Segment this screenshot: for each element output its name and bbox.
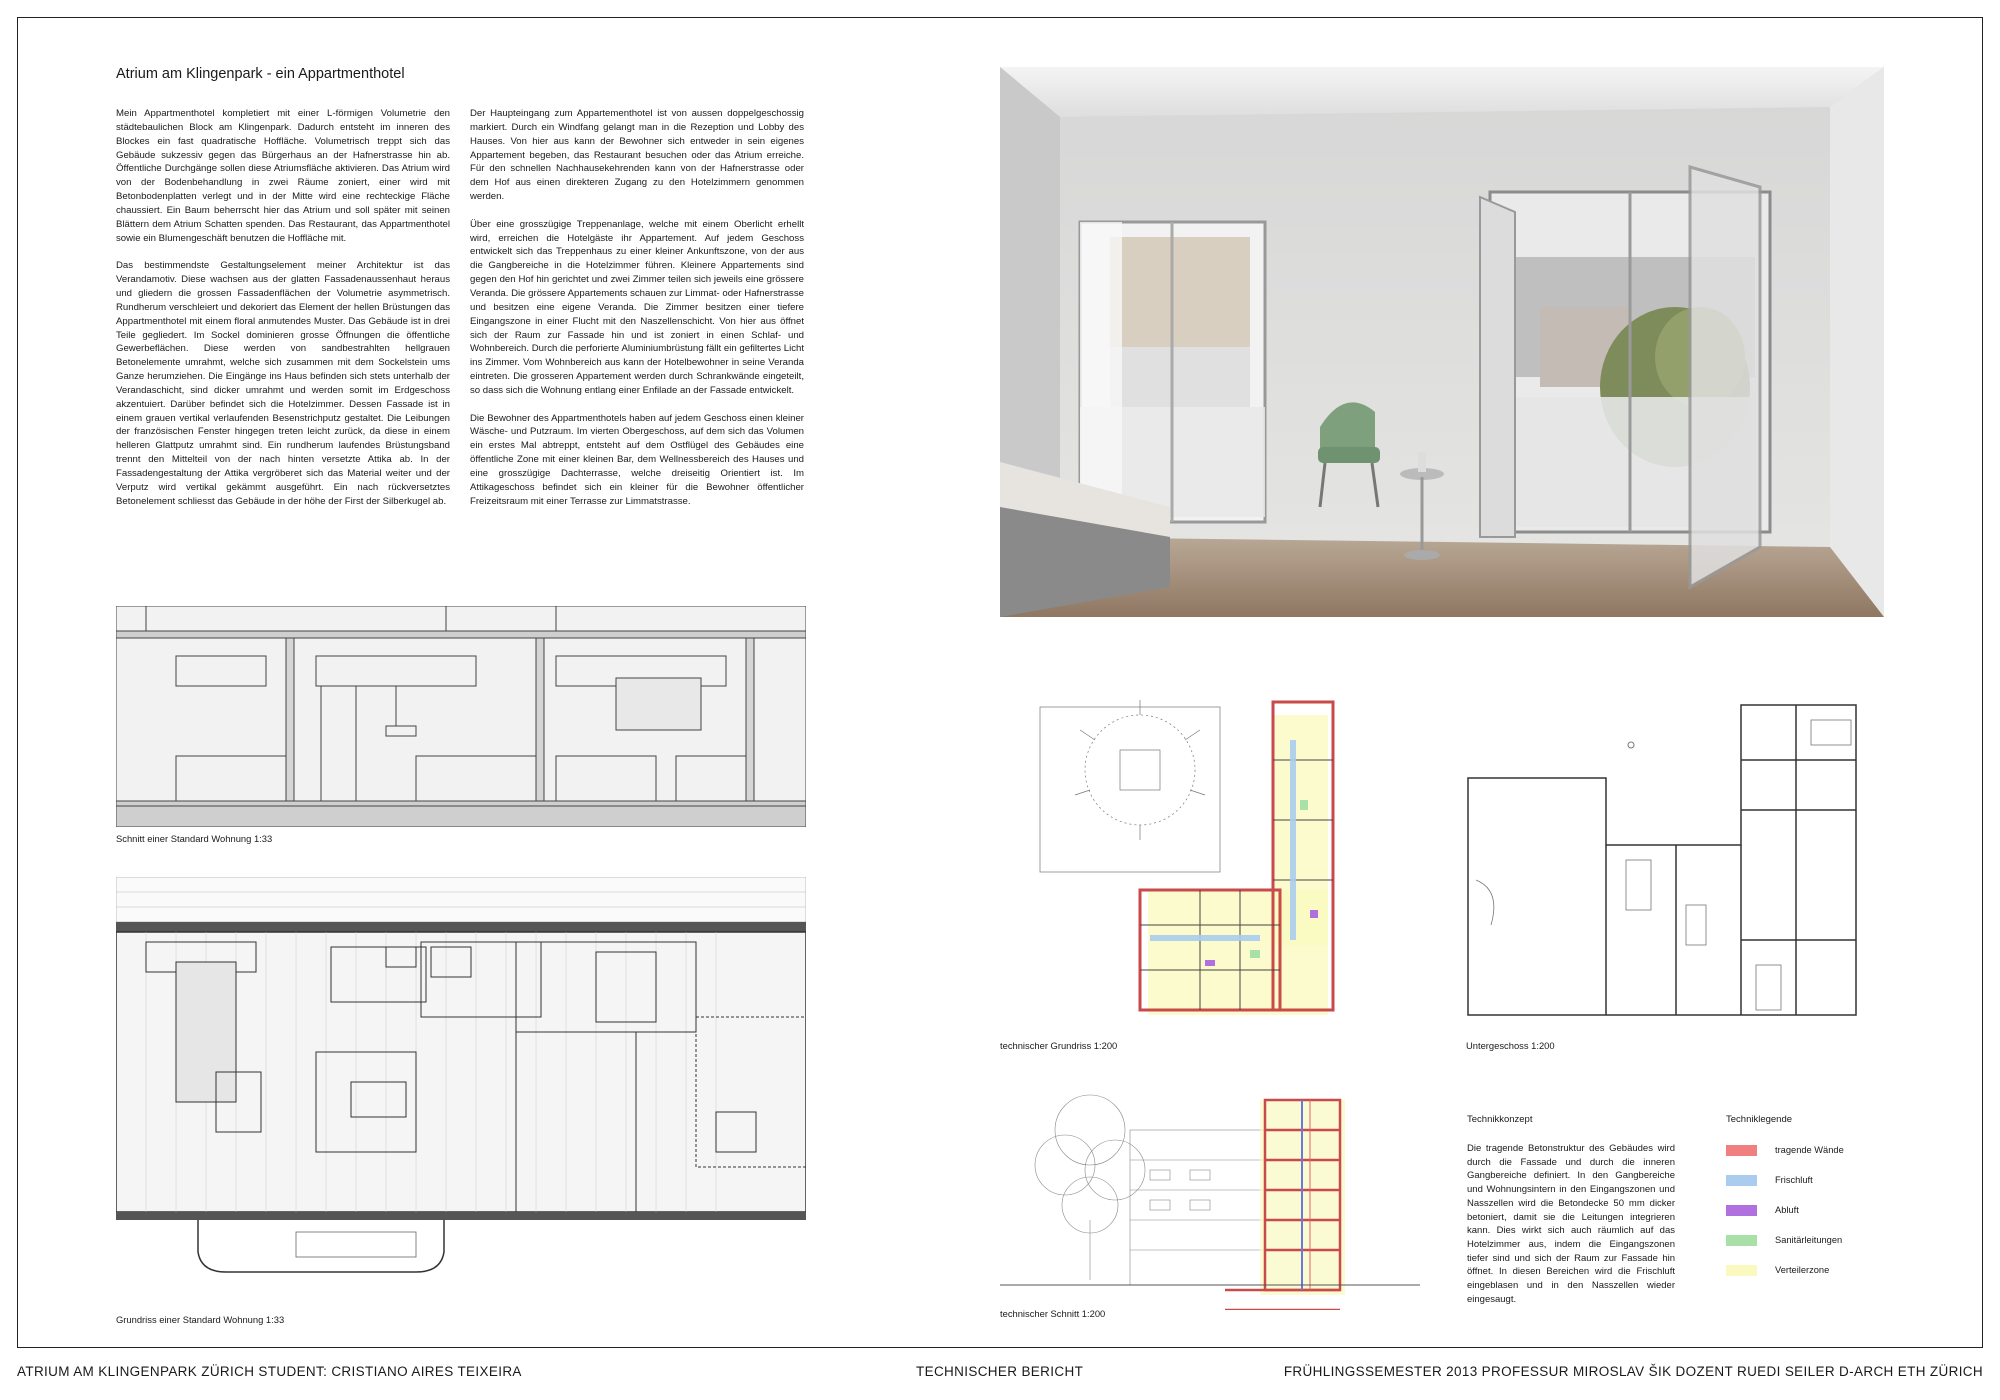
legend-swatch	[1726, 1265, 1757, 1276]
legend-swatch	[1726, 1205, 1757, 1216]
paragraph: Das bestimmendste Gestaltungselement meiner Architektur ist das Verandamotiv. Diese wachsen aus der glatten Fassadenaussenhaut heraus und gliedern die grossen Fassadenflächen der Volumetrie asymmetrisch. Rundherum verschleiert und dekoriert das Element der hellen Brüstungen das Appartmenthotel mit einem floral anmutendes Muster. Das Gebäude ist in drei Teile gegliedert. Im Sockel dominieren grosse Öffnungen die öffentliche Gewerbeflächen. Diese werden von sandbestrahlten hellgrauen Betonelemente umrahmt, welche sich zusammen mit dem Sockelstein ums Ganze herumziehen. Die Eingänge ins Haus befinden sich stets unterhalb der Verandaschicht, sind dicker umrahmt und werden somit im Erdgeschoss akzentuiert. Darüber befindet sich die Hotelzimmer. Dessen Fassade ist in einem grauen vertikal verlaufenden Besenstrichputz gestaltet. Die Leibungen der französischen Fenster hingegen treten leicht zurück, da diese in einem helleren Glattputz umrahmt sind. Ein rundherum laufendes Brüstungsband trennt den Mittelteil von der nach hinten versetzte Attika ab. In der Fassadengestaltung der Attika vergröberet sich das Material weiter und der Verputz wird vertikal gekämmt ausgeführt. Ein nach rückversetztes Betonelement schliesst das Gebäude in der höhe der First der Silberkugel ab.	[116, 260, 450, 507]
tech-section	[1000, 1070, 1420, 1310]
caption-basement: Untergeschoss 1:200	[1466, 1040, 1555, 1051]
footer-left: ATRIUM AM KLINGENPARK ZÜRICH STUDENT: CRISTIANO AIRES TEIXEIRA	[17, 1364, 522, 1379]
tech-floor-plan	[1000, 680, 1440, 1025]
paragraph: Die Bewohner des Appartmenthotels haben auf jedem Geschoss einen kleiner Wäsche- und Putzraum. Im vierten Obergeschoss, auf dem sich das Volumen ein erstes Mal abtreppt, entsteht auf dem Ostflügel des Gebäudes eine öffentliche Zone mit einer kleinen Bar, dem Wellnessbereich des Hauses und eine grosszügige Dachterrasse, welche dreiseitig Orientiert ist. Im Attikageschoss befindet sich ein kleiner für die Bewohner öffentlicher Freizeitsraum mit einer Terrasse zur Limmatstrasse.	[470, 412, 804, 507]
caption-tech-section: technischer Schnitt 1:200	[1000, 1308, 1106, 1319]
footer-right: FRÜHLINGSSEMESTER 2013 PROFESSUR MIROSLAV ŠIK DOZENT RUEDI SEILER D-ARCH ETH ZÜRICH	[1283, 1364, 1983, 1379]
caption-plan: Grundriss einer Standard Wohnung 1:33	[116, 1314, 285, 1325]
section-drawing	[116, 606, 806, 827]
legend-swatch	[1726, 1235, 1757, 1246]
legend-label: tragende Wände	[1775, 1145, 1844, 1155]
caption-tech-plan: technischer Grundriss 1:200	[1000, 1040, 1118, 1051]
paragraph: Über eine grosszügige Treppenanlage, welche mit einem Oberlicht erhellt wird, erreichen die Hotelgäste ihr Appartement. Auf jedem Geschoss entwickelt sich das Treppenhaus zu einer kleiner Ankunftszone, von der aus die Gangbereiche in die Hotelzimmer führen. Kleinere Appartements sind gegen den Hof hin gerichtet und zwei Zimmer teilen sich jeweils eine grössere Veranda. Die grössere Appartements schauen zur Limmat- oder Hafnerstrasse und besitzen eine eigene Veranda. Die Zimmer besitzen einer tiefere Eingangszone in einer Flucht mit den Naszellenschicht. Von hier aus öffnet sich der Raum zur Fassade hin und ist zoniert in einen Schlaf- und Wohnbereich. Durch die perforierte Aluminiumbrüstung fällt ein gefiltertes Licht ins Zimmer. Vom Wohnbereich aus kann der Hotelbewohner in seine Veranda eintreten. Die grosseren Appartement werden durch Schrankwände eingeteilt, so dass sich die Wohnung entlang einer Enfilade an der Fassade entwickelt.	[470, 218, 804, 396]
text-column-1	[116, 107, 450, 522]
basement-plan	[1466, 700, 1886, 1020]
legend-item	[1726, 1263, 1829, 1277]
paragraph: Der Haupteingang zum Appartementhotel ist von aussen doppelgeschossig markiert. Durch ein Windfang gelangt man in die Rezeption und Lobby des Hauses. Von hier aus kann der Bewohner sich entweder in sein eigenes Appartement begeben, das Restaurant besuchen oder das Atrium erreiche. Für den schnellen Nachhausekehrenden kann von der Hafnerstrasse oder dem Hof aus einen direkteren Zugang zu den Hotelzimmern genommen werden.	[470, 108, 804, 203]
plan-drawing	[116, 877, 806, 1292]
legend-label: Sanitärleitungen	[1775, 1235, 1843, 1245]
legend-item	[1726, 1233, 1842, 1247]
legend-title: Techniklegende	[1726, 1114, 1793, 1125]
paragraph: Mein Appartmenthotel kompletiert mit einer L-förmigen Volumetrie den städtebaulichen Block am Klingenpark. Dadurch entsteht im inneren des Blockes ein fast quadratische Hoffläche. Volumetrisch treppt sich das Gebäude sukzessiv gegen das Bürgerhaus an der Hafnerstrasse hin ab. Öffentliche Durchgänge sollen diese Atriumsfläche aktivieren. Das Atrium wird von der Bodenbehandlung in zwei Räume zoniert, einer wird mit Betonbodenplatten verlegt und in der Mitte wird eine rechteckige Fläche chaussiert. Ein Baum beherrscht hier das Atrium und soll später mit seinen Blättern dem Atrium Schatten spenden. Das Restaurant, das Appartmenthotel sowie ein Blumengeschäft benutzen die Hoffläche mit.	[116, 108, 450, 244]
legend-swatch	[1726, 1145, 1757, 1156]
legend-label: Abluft	[1775, 1205, 1799, 1215]
legend-item	[1726, 1173, 1813, 1187]
caption-section: Schnitt einer Standard Wohnung 1:33	[116, 833, 273, 844]
text-column-2	[470, 107, 804, 522]
legend-label: Frischluft	[1775, 1175, 1813, 1185]
legend-swatch	[1726, 1175, 1757, 1186]
legend-item	[1726, 1143, 1844, 1157]
interior-rendering	[1000, 67, 1884, 617]
technik-text: Die tragende Betonstruktur des Gebäudes wird durch die Fassade und durch die inneren Gangbereiche definiert. In den Gangbereiche und Wohnungsintern in den Eingangszonen und Nasszellen wird die Betondecke 50 mm dicker betoniert, damit sie die Leitungen integrieren kann. Dies wirkt sich auch räumlich auf das Hotelzimmer aus, indem die Eingangszonen tiefer sind und sich der Raum zur Fassade hin öffnet. In diesen Bereichen wird die Frischluft eingeblasen und in den Nasszellen wieder eingesaugt.	[1467, 1143, 1675, 1305]
legend-label: Verteilerzone	[1775, 1265, 1830, 1275]
legend-item	[1726, 1203, 1799, 1217]
footer-center: TECHNISCHER BERICHT	[916, 1364, 1084, 1379]
page-title: Atrium am Klingenpark - ein Appartmenthotel	[116, 66, 405, 82]
technik-title: Technikkonzept	[1467, 1114, 1533, 1125]
